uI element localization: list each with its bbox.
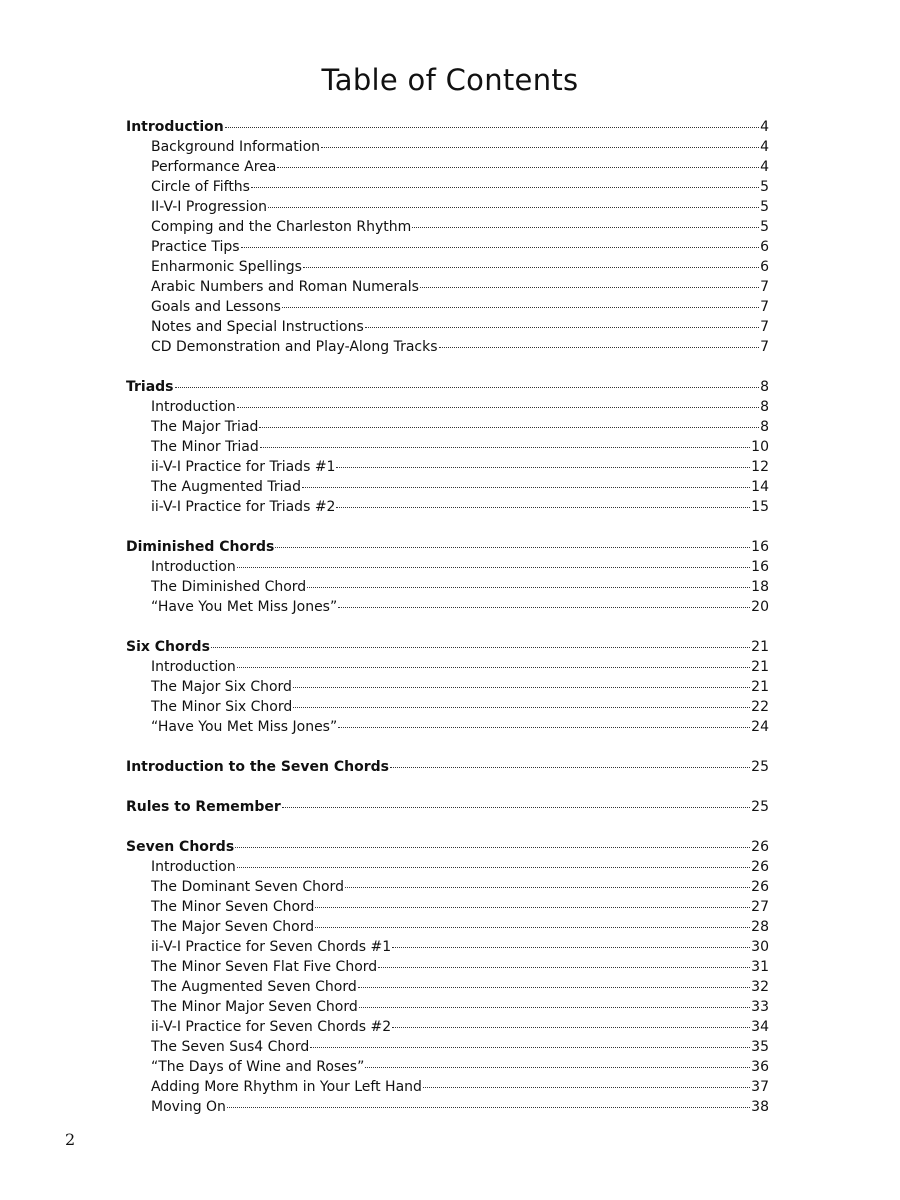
dot-leader (359, 1007, 750, 1008)
toc-page-number: 24 (751, 719, 769, 735)
toc-page-number: 4 (760, 139, 769, 155)
toc-subentry[interactable] (126, 137, 769, 157)
toc-subentry[interactable] (126, 397, 769, 417)
toc-subentry[interactable] (126, 1017, 769, 1037)
dot-leader (268, 207, 759, 208)
dot-leader (345, 887, 750, 888)
dot-leader (303, 267, 759, 268)
toc-subentry[interactable] (126, 177, 769, 197)
toc-subentry[interactable] (126, 497, 769, 517)
dot-leader (251, 187, 759, 188)
toc-subentry[interactable] (126, 417, 769, 437)
toc-entry-title: Six Chords (126, 639, 210, 655)
toc-subentry[interactable] (126, 557, 769, 577)
dot-leader (259, 427, 759, 428)
toc-page-number: 6 (760, 239, 769, 255)
toc-page-number: 7 (760, 339, 769, 355)
page-title: Table of Contents (321, 63, 579, 98)
toc-entry-title: Seven Chords (126, 839, 235, 855)
toc-entry-title: “The Days of Wine and Roses” (151, 1059, 365, 1075)
toc-entry-title: Introduction (151, 859, 236, 875)
toc-subentry[interactable] (126, 877, 769, 897)
toc-section-heading[interactable] (126, 637, 769, 657)
dot-leader (321, 147, 759, 148)
toc-subentry[interactable] (126, 597, 769, 617)
dot-leader (275, 547, 750, 548)
toc-entry-title: Introduction (151, 659, 236, 675)
toc-subentry[interactable] (126, 257, 769, 277)
dot-leader (412, 227, 759, 228)
toc-entry-title: The Minor Seven Chord (151, 899, 315, 915)
dot-leader (390, 767, 750, 768)
dot-leader (227, 1107, 750, 1108)
toc-entry-title: The Minor Six Chord (151, 699, 293, 715)
toc-page-number: 4 (760, 119, 769, 135)
toc-entry-title: “Have You Met Miss Jones” (151, 719, 338, 735)
dot-leader (392, 1027, 750, 1028)
toc-page-number: 18 (751, 579, 769, 595)
toc-subentry[interactable] (126, 1097, 769, 1117)
dot-leader (315, 907, 750, 908)
toc-entry-title: The Augmented Triad (151, 479, 301, 495)
dot-leader (439, 347, 760, 348)
dot-leader (282, 807, 750, 808)
toc-entry-title: CD Demonstration and Play-Along Tracks (151, 339, 438, 355)
dot-leader (237, 667, 750, 668)
toc-entry-title: Notes and Special Instructions (151, 319, 364, 335)
toc-subentry[interactable] (126, 897, 769, 917)
toc-entry-title: Enharmonic Spellings (151, 259, 302, 275)
toc-subentry[interactable] (126, 157, 769, 177)
dot-leader (237, 567, 750, 568)
dot-leader (293, 687, 750, 688)
toc-page-number: 4 (760, 159, 769, 175)
toc-section-heading[interactable] (126, 837, 769, 857)
toc-subentry[interactable] (126, 197, 769, 217)
dot-leader (365, 327, 759, 328)
dot-leader (378, 967, 750, 968)
dot-leader (392, 947, 750, 948)
toc-section-heading[interactable] (126, 537, 769, 557)
toc-page-number: 15 (751, 499, 769, 515)
toc-subentry[interactable] (126, 277, 769, 297)
dot-leader (310, 1047, 750, 1048)
dot-leader (225, 127, 759, 128)
toc-page-number: 21 (751, 679, 769, 695)
toc-page-number: 16 (751, 539, 769, 555)
toc-entry-title: Circle of Fifths (151, 179, 250, 195)
toc-entry-title: ii-V-I Practice for Triads #1 (151, 459, 336, 475)
dot-leader (420, 287, 759, 288)
toc-page-number: 8 (760, 419, 769, 435)
toc-subentry[interactable] (126, 677, 769, 697)
dot-leader (365, 1067, 750, 1068)
toc-page-number: 20 (751, 599, 769, 615)
toc-subentry[interactable] (126, 957, 769, 977)
toc-subentry[interactable] (126, 997, 769, 1017)
toc-subentry[interactable] (126, 317, 769, 337)
toc-subentry[interactable] (126, 297, 769, 317)
toc-subentry[interactable] (126, 857, 769, 877)
toc-entry-title: “Have You Met Miss Jones” (151, 599, 338, 615)
toc-page-number: 31 (751, 959, 769, 975)
toc-page-number: 37 (751, 1079, 769, 1095)
toc-entry-title: Adding More Rhythm in Your Left Hand (151, 1079, 422, 1095)
toc-page-number: 22 (751, 699, 769, 715)
toc-subentry[interactable] (126, 1057, 769, 1077)
toc-page-number: 26 (751, 879, 769, 895)
toc-entry-title: Triads (126, 379, 174, 395)
toc-page-number: 25 (751, 759, 769, 775)
toc-subentry[interactable] (126, 577, 769, 597)
toc-entry-title: Performance Area (151, 159, 277, 175)
dot-leader (237, 867, 750, 868)
dot-leader (302, 487, 750, 488)
toc-page-number: 6 (760, 259, 769, 275)
toc-entry-title: The Augmented Seven Chord (151, 979, 357, 995)
toc-page-number: 16 (751, 559, 769, 575)
toc-page-number: 25 (751, 799, 769, 815)
toc-entry-title: The Dominant Seven Chord (151, 879, 344, 895)
toc-page-number: 26 (751, 839, 769, 855)
toc-entry-title: Introduction (151, 399, 236, 415)
toc-subentry[interactable] (126, 237, 769, 257)
toc-entry-title: Comping and the Charleston Rhythm (151, 219, 412, 235)
toc-entry-title: ii-V-I Practice for Triads #2 (151, 499, 336, 515)
toc-entry-title: Background Information (151, 139, 321, 155)
toc-entry-title: The Seven Sus4 Chord (151, 1039, 310, 1055)
toc-section-heading[interactable] (126, 117, 769, 137)
toc-entry-title: The Minor Triad (151, 439, 259, 455)
toc-subentry[interactable] (126, 437, 769, 457)
toc-page-number: 34 (751, 1019, 769, 1035)
dot-leader (211, 647, 750, 648)
toc-page-number: 38 (751, 1099, 769, 1115)
dot-leader (235, 847, 750, 848)
toc-entry-title: Goals and Lessons (151, 299, 281, 315)
dot-leader (336, 507, 750, 508)
toc-page-number: 27 (751, 899, 769, 915)
toc-entry-title: ii-V-I Practice for Seven Chords #1 (151, 939, 392, 955)
toc-page-number: 35 (751, 1039, 769, 1055)
toc-page-number: 7 (760, 279, 769, 295)
toc-subentry[interactable] (126, 937, 769, 957)
toc-section-heading[interactable] (126, 797, 769, 817)
dot-leader (336, 467, 750, 468)
toc-subentry[interactable] (126, 697, 769, 717)
toc-entry-title: Introduction (126, 119, 224, 135)
dot-leader (315, 927, 750, 928)
dot-leader (293, 707, 750, 708)
toc-entry-title: The Major Six Chord (151, 679, 292, 695)
toc-page-number: 12 (751, 459, 769, 475)
toc-page-number: 26 (751, 859, 769, 875)
toc-section-heading[interactable] (126, 757, 769, 777)
table-of-contents (126, 117, 769, 1117)
toc-entry-title: Diminished Chords (126, 539, 275, 555)
page-number: 2 (65, 1130, 76, 1149)
toc-entry-title: The Major Triad (151, 419, 259, 435)
toc-entry-title: Introduction to the Seven Chords (126, 759, 389, 775)
dot-leader (307, 587, 750, 588)
toc-subentry[interactable] (126, 657, 769, 677)
dot-leader (277, 167, 759, 168)
toc-page-number: 21 (751, 639, 769, 655)
dot-leader (423, 1087, 750, 1088)
toc-page-number: 33 (751, 999, 769, 1015)
toc-subentry[interactable] (126, 1037, 769, 1057)
toc-entry-title: The Diminished Chord (151, 579, 307, 595)
toc-entry-title: The Major Seven Chord (151, 919, 315, 935)
toc-page-number: 21 (751, 659, 769, 675)
dot-leader (338, 727, 750, 728)
toc-page-number: 36 (751, 1059, 769, 1075)
toc-entry-title: ii-V-I Practice for Seven Chords #2 (151, 1019, 392, 1035)
toc-page-number: 5 (760, 219, 769, 235)
toc-section-heading[interactable] (126, 377, 769, 397)
toc-entry-title: Practice Tips (151, 239, 240, 255)
toc-subentry[interactable] (126, 477, 769, 497)
dot-leader (260, 447, 750, 448)
toc-page-number: 28 (751, 919, 769, 935)
toc-page-number: 8 (760, 399, 769, 415)
toc-subentry[interactable] (126, 977, 769, 997)
toc-entry-title: Rules to Remember (126, 799, 281, 815)
toc-entry-title: The Minor Seven Flat Five Chord (151, 959, 378, 975)
toc-subentry[interactable] (126, 457, 769, 477)
dot-leader (241, 247, 760, 248)
toc-page-number: 7 (760, 319, 769, 335)
toc-page-number: 5 (760, 199, 769, 215)
toc-page-number: 32 (751, 979, 769, 995)
toc-entry-title: II-V-I Progression (151, 199, 267, 215)
toc-page-number: 14 (751, 479, 769, 495)
toc-page-number: 7 (760, 299, 769, 315)
dot-leader (358, 987, 750, 988)
toc-page-number: 5 (760, 179, 769, 195)
toc-subentry[interactable] (126, 917, 769, 937)
toc-entry-title: The Minor Major Seven Chord (151, 999, 358, 1015)
toc-page-number: 30 (751, 939, 769, 955)
toc-page-number: 8 (760, 379, 769, 395)
toc-entry-title: Introduction (151, 559, 236, 575)
toc-entry-title: Moving On (151, 1099, 226, 1115)
dot-leader (237, 407, 759, 408)
dot-leader (175, 387, 760, 388)
toc-subentry[interactable] (126, 337, 769, 357)
toc-subentry[interactable] (126, 1077, 769, 1097)
dot-leader (338, 607, 750, 608)
toc-entry-title: Arabic Numbers and Roman Numerals (151, 279, 419, 295)
toc-page-number: 10 (751, 439, 769, 455)
dot-leader (282, 307, 759, 308)
toc-subentry[interactable] (126, 217, 769, 237)
toc-subentry[interactable] (126, 717, 769, 737)
